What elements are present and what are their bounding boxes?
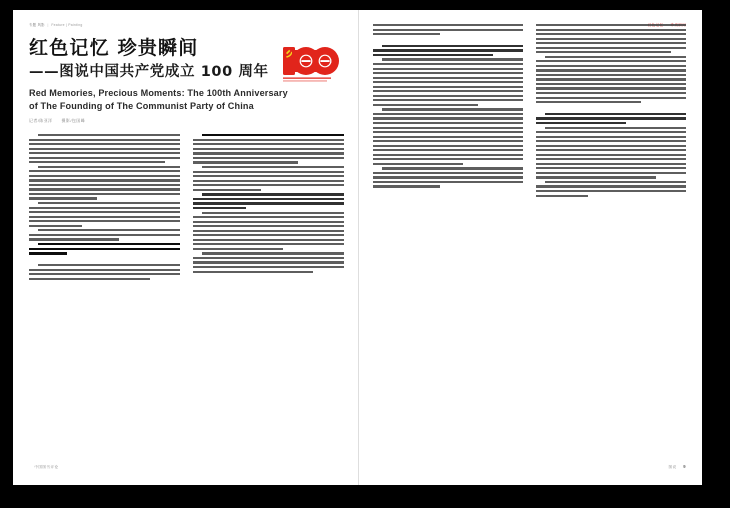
page-title-cn-subtitle: ——图说中国共产党成立 100 周年 xyxy=(29,63,269,80)
paragraph xyxy=(29,264,180,280)
column-1 xyxy=(29,134,180,451)
paragraph xyxy=(536,127,686,179)
paragraph xyxy=(373,167,523,187)
footer-issue-label: 图说 xyxy=(668,465,677,469)
page-title-en-line1: Red Memories, Precious Moments: The 100th Anniversary xyxy=(29,87,288,98)
running-head-left xyxy=(29,24,83,27)
paragraph xyxy=(536,24,686,53)
paragraph xyxy=(29,134,180,163)
masthead xyxy=(29,38,344,126)
paragraph xyxy=(536,56,686,104)
paragraph xyxy=(373,58,523,106)
magazine-spread xyxy=(13,10,702,485)
left-page-columns xyxy=(29,134,344,451)
paragraph xyxy=(29,202,180,227)
byline xyxy=(29,119,344,123)
footer-right xyxy=(668,465,686,470)
column-2 xyxy=(193,134,344,451)
paragraph xyxy=(193,252,344,272)
page-title-en-line2: of The Founding of The Communist Party of China xyxy=(29,100,254,111)
left-page xyxy=(13,10,358,485)
byline-name-photographer: 包国峰 xyxy=(71,117,86,123)
byline-role-photographer: 摄影/ xyxy=(61,117,72,123)
cpc-100th-anniversary-logo xyxy=(280,44,342,86)
logo-artwork xyxy=(280,44,342,86)
column-4 xyxy=(536,24,686,451)
paragraph xyxy=(29,229,180,240)
running-head-separator: | xyxy=(47,23,49,27)
paragraph xyxy=(193,134,344,164)
paragraph xyxy=(29,166,180,200)
column-3 xyxy=(373,24,523,451)
right-page xyxy=(359,10,703,485)
paragraph xyxy=(29,243,180,255)
paragraph-question xyxy=(193,193,344,209)
footer-publication-name: 中国图书评论 xyxy=(34,465,59,469)
paragraph-question xyxy=(536,113,686,124)
paragraph xyxy=(193,166,344,191)
page-title-en xyxy=(29,87,329,113)
byline-name-reporter: 陈亚洋 xyxy=(39,117,53,123)
paragraph xyxy=(373,108,523,165)
running-head-category-en: Feature | Painting xyxy=(51,23,83,27)
right-page-columns xyxy=(373,24,687,451)
right-page-footer xyxy=(373,465,687,473)
paragraph xyxy=(373,24,523,35)
footer-left xyxy=(29,465,58,470)
folio-page-number: 9 xyxy=(683,464,686,469)
running-head-category: 风影 xyxy=(37,23,45,27)
paragraph-question xyxy=(373,45,523,56)
paragraph xyxy=(536,181,686,197)
page-title-cn-primary: 红色记忆 珍贵瞬间 xyxy=(29,37,199,59)
left-page-footer xyxy=(29,465,344,473)
paragraph xyxy=(193,212,344,250)
byline-role-reporter: 记者/ xyxy=(29,117,40,123)
running-head-section: 专题 xyxy=(29,23,37,27)
